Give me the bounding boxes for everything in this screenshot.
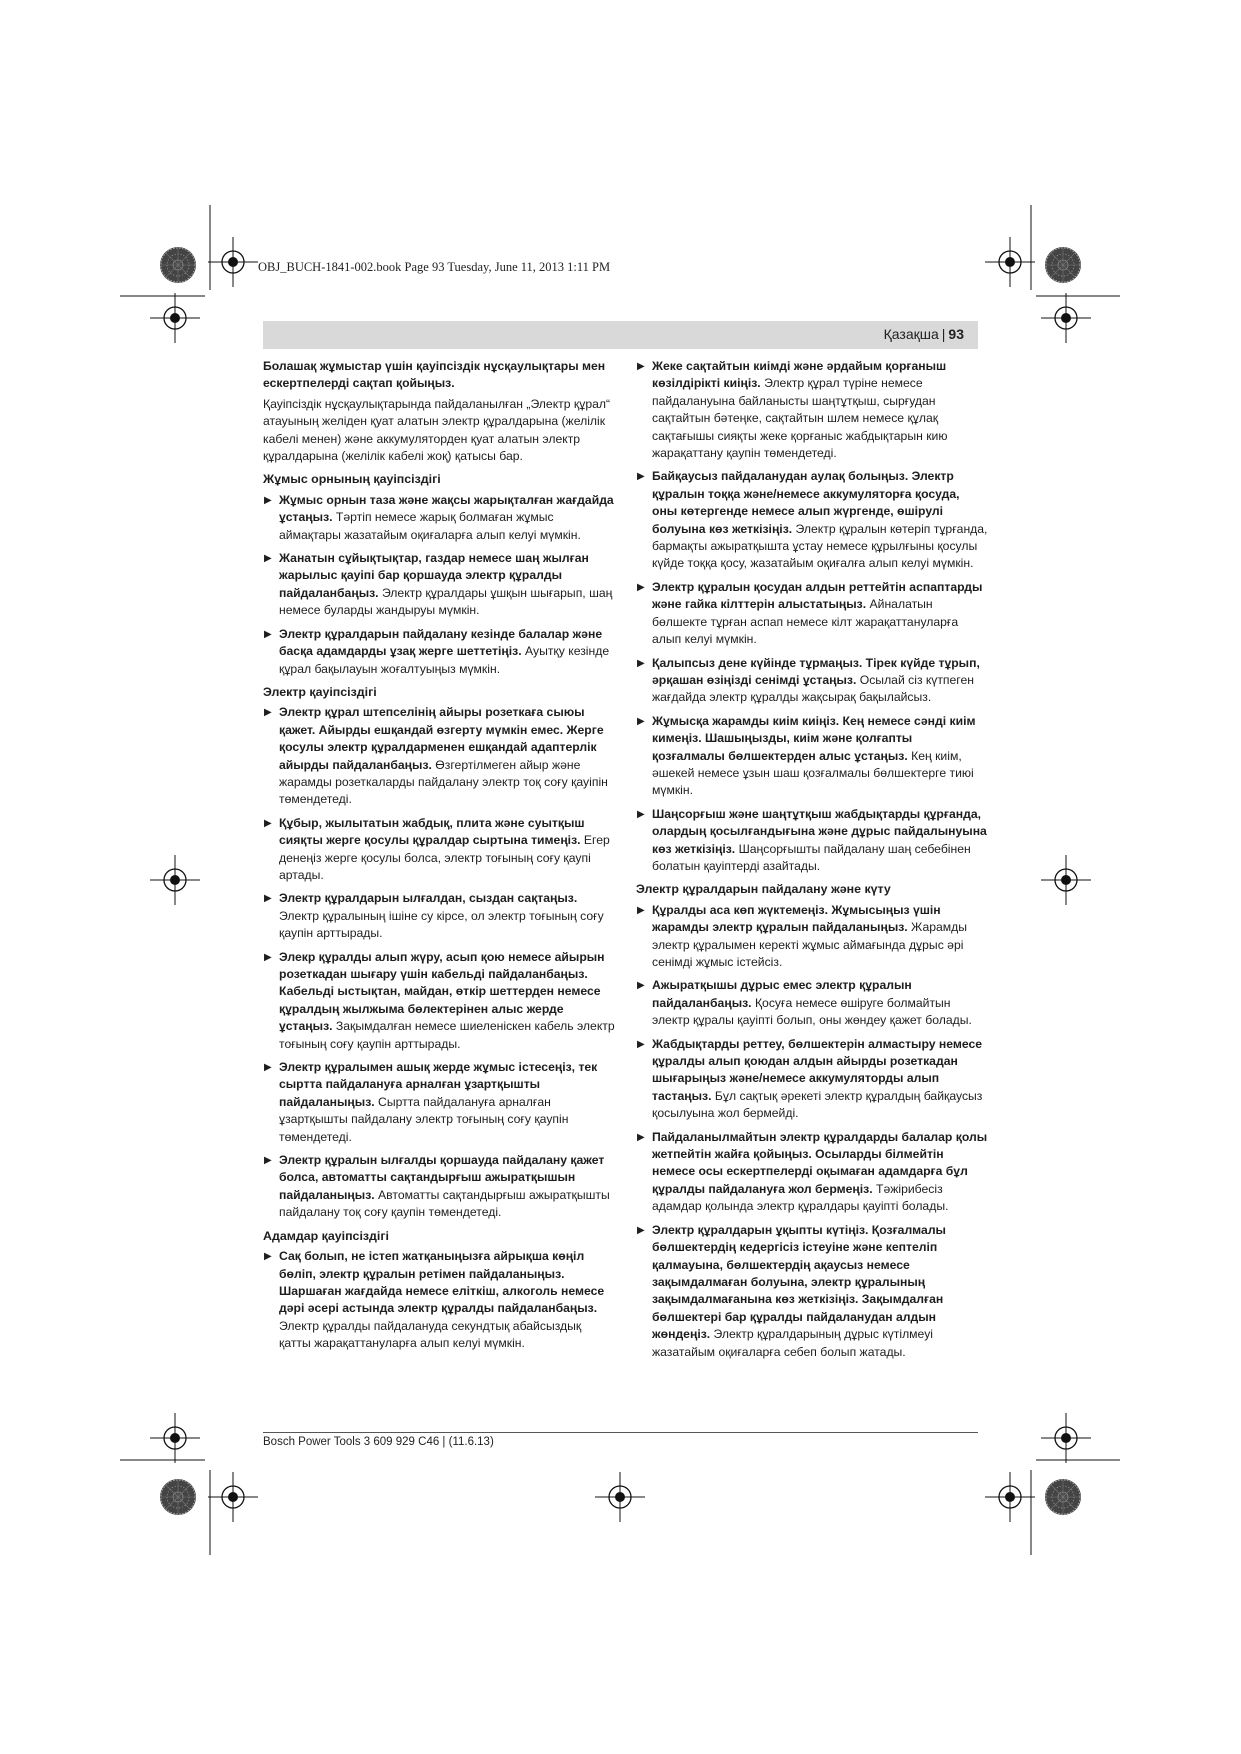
- item-text: Ауытқу кезінде құрал бақылауын жоғалтуыңыз мүмкін.: [279, 644, 610, 676]
- bullet-arrow-icon: ▶: [264, 817, 272, 829]
- header-language: Қазақша: [883, 326, 939, 342]
- footer-divider: [263, 1432, 978, 1433]
- item-text: Электр құралдарының дұрыс күтілмеуі жазатайым оқиғаларға себеп болып жатады.: [652, 1327, 934, 1359]
- item-text: Сыртта пайдалануға арналған ұзартқышты пайдалану электр тоғының соғу қаупін төмендетеді.: [279, 1094, 569, 1144]
- item-text: Жарамды электр құралымен керекті жұмыс аймағында дұрыс әрі сенімді жұмыс істейсіз.: [652, 920, 968, 969]
- bullet-arrow-icon: ▶: [637, 715, 645, 727]
- list-item: [636, 1222, 988, 1361]
- header-text: [884, 326, 964, 342]
- item-bold: Шаңсорғыш және шаңтұтқыш жабдықтарды құрғанда, олардың қосылғандығына және дұрыс пайдалынуына көз жеткізіңіз.: [652, 806, 987, 856]
- bullet-arrow-icon: ▶: [637, 361, 645, 372]
- item-bold: Электр құралдарын ұқыпты күтіңіз. Қозғалмалы бөлшектердің кедергісіз істеуіне және кептеліп қалмауына, бөлшектердің ақаусыз немесе зақымдалмаған болуына, электр құралының зақымдалмағанына көз жеткізіңіз. Зақымдалған бөлшектері бар құралды пайдаланудан алдын жөндеңіз.: [652, 1222, 946, 1342]
- item-bold: Электр құралын қосудан алдын реттейтін аспаптарды және гайка кілттерін алыстатыңыз.: [652, 579, 983, 612]
- item-text: Электр құралдары ұшқын шығарып, шаң немесе буларды жандыруы мүмкін.: [279, 585, 613, 618]
- bullet-arrow-icon: ▶: [264, 1155, 272, 1167]
- item-bold: Электр құралын ылғалды қоршауда пайдалану қажет болса, автоматты сақтандырғыш ажыратқышын пайдаланыңыз.: [279, 1153, 605, 1202]
- item-text: Электр құралды пайдалануда секундтық абайсыздық қатты жарақаттануларға алып келуі мүмкін.: [279, 1318, 582, 1351]
- bullet-arrow-icon: ▶: [637, 808, 645, 820]
- bullet-arrow-icon: ▶: [264, 707, 272, 719]
- list-item: [263, 550, 615, 620]
- bullet-arrow-icon: ▶: [637, 1038, 645, 1050]
- bullet-arrow-icon: ▶: [637, 1224, 645, 1236]
- list-item: [636, 579, 988, 649]
- item-text: Осылай сіз күтпеген жағдайда электр құралды жақсырақ бақылайсыз.: [652, 672, 974, 705]
- item-text: Тәртіп немесе жарық болмаған жұмыс аймақтары жазатайым оқиғаларға алып келуі мүмкін.: [279, 510, 581, 542]
- bullet-arrow-icon: ▶: [264, 628, 272, 640]
- list-item: [263, 492, 615, 544]
- bullet-arrow-icon: ▶: [264, 494, 272, 506]
- item-bold: Сақ болып, не істеп жатқаныңызға айрықша көңіл бөліп, электр құралын ретімен пайдаланыңыз. Шаршаған жағдайда немесе еліткіш, алкоголь немесе дәрі әсері астында электр құралды пайдаланбаңыз.: [279, 1249, 605, 1316]
- item-bold: Электр құралдарын пайдалану кезінде балалар және басқа адамдарды ұзақ жерге шеттетіңіз.: [279, 626, 603, 659]
- section-title-electrical: Электр қауіпсіздігі: [263, 684, 377, 699]
- item-bold: Жеке сақтайтын киімді және әрдайым қорғаныш көзілдірікті киіңіз.: [652, 359, 947, 391]
- item-text: Зақымдалған немесе шиеленіскен кабель электр тоғының соғу қаупін арттырады.: [279, 1019, 615, 1051]
- item-bold: Электр құралдарын ылғалдан, сыздан сақтаңыз.: [279, 891, 578, 906]
- list-item: [636, 655, 988, 707]
- list-item: [636, 977, 988, 1029]
- bullet-arrow-icon: ▶: [264, 1251, 272, 1263]
- list-item: [263, 1059, 615, 1146]
- item-text: Электр құралын көтеріп тұрғанда, бармақты ажыратқышта ұстау немесе құрылғыны қосулы күйде тоққа қосу, жазатайым оқиғалға алып келуі мүмкін.: [652, 521, 988, 571]
- item-bold: Электр құрал штепселінің айыры розеткаға сыюы қажет. Айырды ешқандай өзгерту мүмкін емес. Жерге қосулы электр құралдарменен ешқандай адаптерлік айырды пайдаланбаңыз.: [279, 705, 604, 772]
- list-item: [636, 1129, 988, 1216]
- item-bold: Ажыратқышы дұрыс емес электр құралын пайдаланбаңыз.: [652, 978, 912, 1010]
- item-text: Шаңсорғышты пайдалану шаң себебінен болатын қауіптерді азайтады.: [652, 841, 971, 873]
- list-item: [263, 1152, 615, 1222]
- item-bold: Байқаусыз пайдаланудан аулақ болыңыз. Электр құралын тоққа және/немесе аккумуляторға қосуда, оны көтергенде немесе алып жүргенде, өшірулі болуына көз жеткізіңіз.: [652, 469, 960, 536]
- item-text: Тәжірибесіз адамдар қолында электр құралдары қауіпті болады.: [652, 1181, 949, 1214]
- item-bold: Қалыпсыз дене күйінде тұрмаңыз. Тірек күйде тұрып, әрқашан өзіңізді сенімді ұстаңыз.: [652, 655, 980, 687]
- intro-title: Болашақ жұмыстар үшін қауіпсіздік нұсқаулықтары мен ескертпелерді сақтап қойыңыз.: [263, 359, 606, 391]
- item-text: Бұл сақтық әрекеті электр құралдың байқаусыз қосылуына жол бермейді.: [652, 1088, 983, 1121]
- list-item: [636, 806, 988, 876]
- list-item: [636, 713, 988, 800]
- bullet-arrow-icon: ▶: [637, 980, 645, 992]
- footer-text: Bosch Power Tools 3 609 929 C46 | (11.6.13): [263, 1436, 494, 1448]
- item-bold: Пайдаланылмайтын электр құралдарды балалар қолы жетпейтін жайға қойыңыз. Осыларды білмейтін немесе осы ескертпелерді оқымаған адамдарға бұл құралды пайдалануға жол бермеңіз.: [652, 1129, 988, 1196]
- item-bold: Электр құралымен ашық жерде жұмыс істесеңіз, тек сыртта пайдалануға арналған ұзартқышты пайдаланыңыз.: [279, 1060, 598, 1109]
- item-bold: Жанатын сұйықтықтар, газдар немесе шаң жылған жарылыс қауіпі бар қоршауда электр құралды пайдаланбаңыз.: [279, 551, 589, 600]
- item-text: Электр құрал түріне немесе пайдалануына байланысты шаңтұтқыш, сырғудан сақтайтын бәтеңке, сақтайтын шлем немесе құлақ сақтағышы сияқты жеке қорғаныс жабдықтарын кию жарақаттану қаупін төмендетеді.: [652, 376, 948, 461]
- bullet-arrow-icon: ▶: [637, 471, 645, 483]
- item-text: Автоматты сақтандырғыш ажыратқышты пайдалану тоқ соғу қаупін төмендетеді.: [279, 1187, 610, 1220]
- section-title-tool-use: Электр құралдарын пайдалану және күту: [636, 882, 891, 897]
- page-number: 93: [948, 326, 964, 342]
- list-item: [263, 949, 615, 1053]
- bullet-arrow-icon: ▶: [264, 951, 272, 963]
- list-item: [263, 704, 615, 808]
- book-info-line: OBJ_BUCH-1841-002.book Page 93 Tuesday, June 11, 2013 1:11 PM: [258, 260, 611, 274]
- list-item: [263, 890, 615, 942]
- item-bold: Жұмысқа жарамды киім киіңіз. Кең немесе сәнді киім кимеңіз. Шашыңызды, киім және қолғапты қозғалмалы бөлшектерден алыс ұстаңыз.: [652, 713, 976, 763]
- item-text: Қосуға немесе өшіруге болмайтын электр құралы қауіпті болып, оны жөндеу қажет болады.: [652, 995, 972, 1028]
- item-text: Айналатын бөлшекте тұрған аспап немесе кілт жарақаттануларға алып келуі мүмкін.: [652, 597, 959, 647]
- item-bold: Құралды аса көп жүктемеңіз. Жұмысыңыз үшін жарамды электр құралын пайдаланыңыз.: [652, 902, 941, 935]
- bullet-arrow-icon: ▶: [637, 581, 645, 593]
- item-bold: Жабдықтарды реттеу, бөлшектерін алмастыру немесе құралды алып қоюдан алдын айырды розеткадан шығарыңыз және/немесе аккумуляторды алып тастаңыз.: [652, 1036, 983, 1103]
- header-separator: |: [941, 326, 946, 342]
- list-item: [636, 902, 988, 972]
- bullet-arrow-icon: ▶: [264, 1062, 272, 1074]
- section-title-personal: Адамдар қауіпсіздігі: [263, 1228, 389, 1243]
- list-item: [263, 626, 615, 678]
- item-bold: Құбыр, жылытатын жабдық, плита және суытқыш сияқты жерге қосулы құралдар сыртына тимеңіз.: [279, 815, 585, 848]
- bullet-arrow-icon: ▶: [264, 893, 272, 905]
- left-column: [263, 358, 615, 1359]
- list-item: [636, 1036, 988, 1123]
- intro-text: Қауіпсіздік нұсқаулықтарында пайдаланылған „Электр құрал“ атауының желіден қуат алатын электр құралдарына (желілік кабелі менен) және аккумуляторден қуат алатын электр құралдарына (желілік кабелі жоқ) қатысы бар.: [263, 396, 611, 464]
- item-text: Егер денеңіз жерге қосулы болса, электр тоғының соғу қаупі артады.: [279, 833, 610, 882]
- section-title-work-area: Жұмыс орнының қауіпсіздігі: [263, 472, 441, 487]
- list-item: [263, 815, 615, 885]
- bullet-arrow-icon: ▶: [264, 553, 272, 565]
- bullet-arrow-icon: ▶: [637, 1131, 645, 1143]
- item-text: Электр құралының ішіне су кірсе, ол электр тоғының соғу қаупін арттырады.: [279, 908, 604, 941]
- item-text: Өзгертілмеген айыр және жарамды розеткаларды пайдалану электр тоқ соғу қауіпін төмендетеді.: [279, 757, 608, 807]
- list-item: [263, 1248, 615, 1352]
- bullet-arrow-icon: ▶: [637, 657, 645, 669]
- item-bold: Элекр құралды алып жүру, асып қою немесе айырын розеткадан шығару үшін кабельді пайдаланбаңыз. Кабельді ыстықтан, майдан, өткір шеттерден немесе құралдың жылжыма бөлектерінен алыс жерде ұстаңыз.: [279, 949, 605, 1034]
- item-text: Кең киім, әшекей немесе ұзын шаш қозғалмалы бөлшектерге тиюі мүмкін.: [652, 748, 974, 798]
- list-item: [636, 468, 988, 572]
- item-bold: Жұмыс орнын таза және жақсы жарықталған жағдайда ұстаңыз.: [279, 492, 614, 525]
- page-header: [263, 321, 978, 349]
- bullet-arrow-icon: ▶: [637, 904, 645, 916]
- right-column: [636, 358, 988, 1367]
- list-item: [636, 358, 988, 462]
